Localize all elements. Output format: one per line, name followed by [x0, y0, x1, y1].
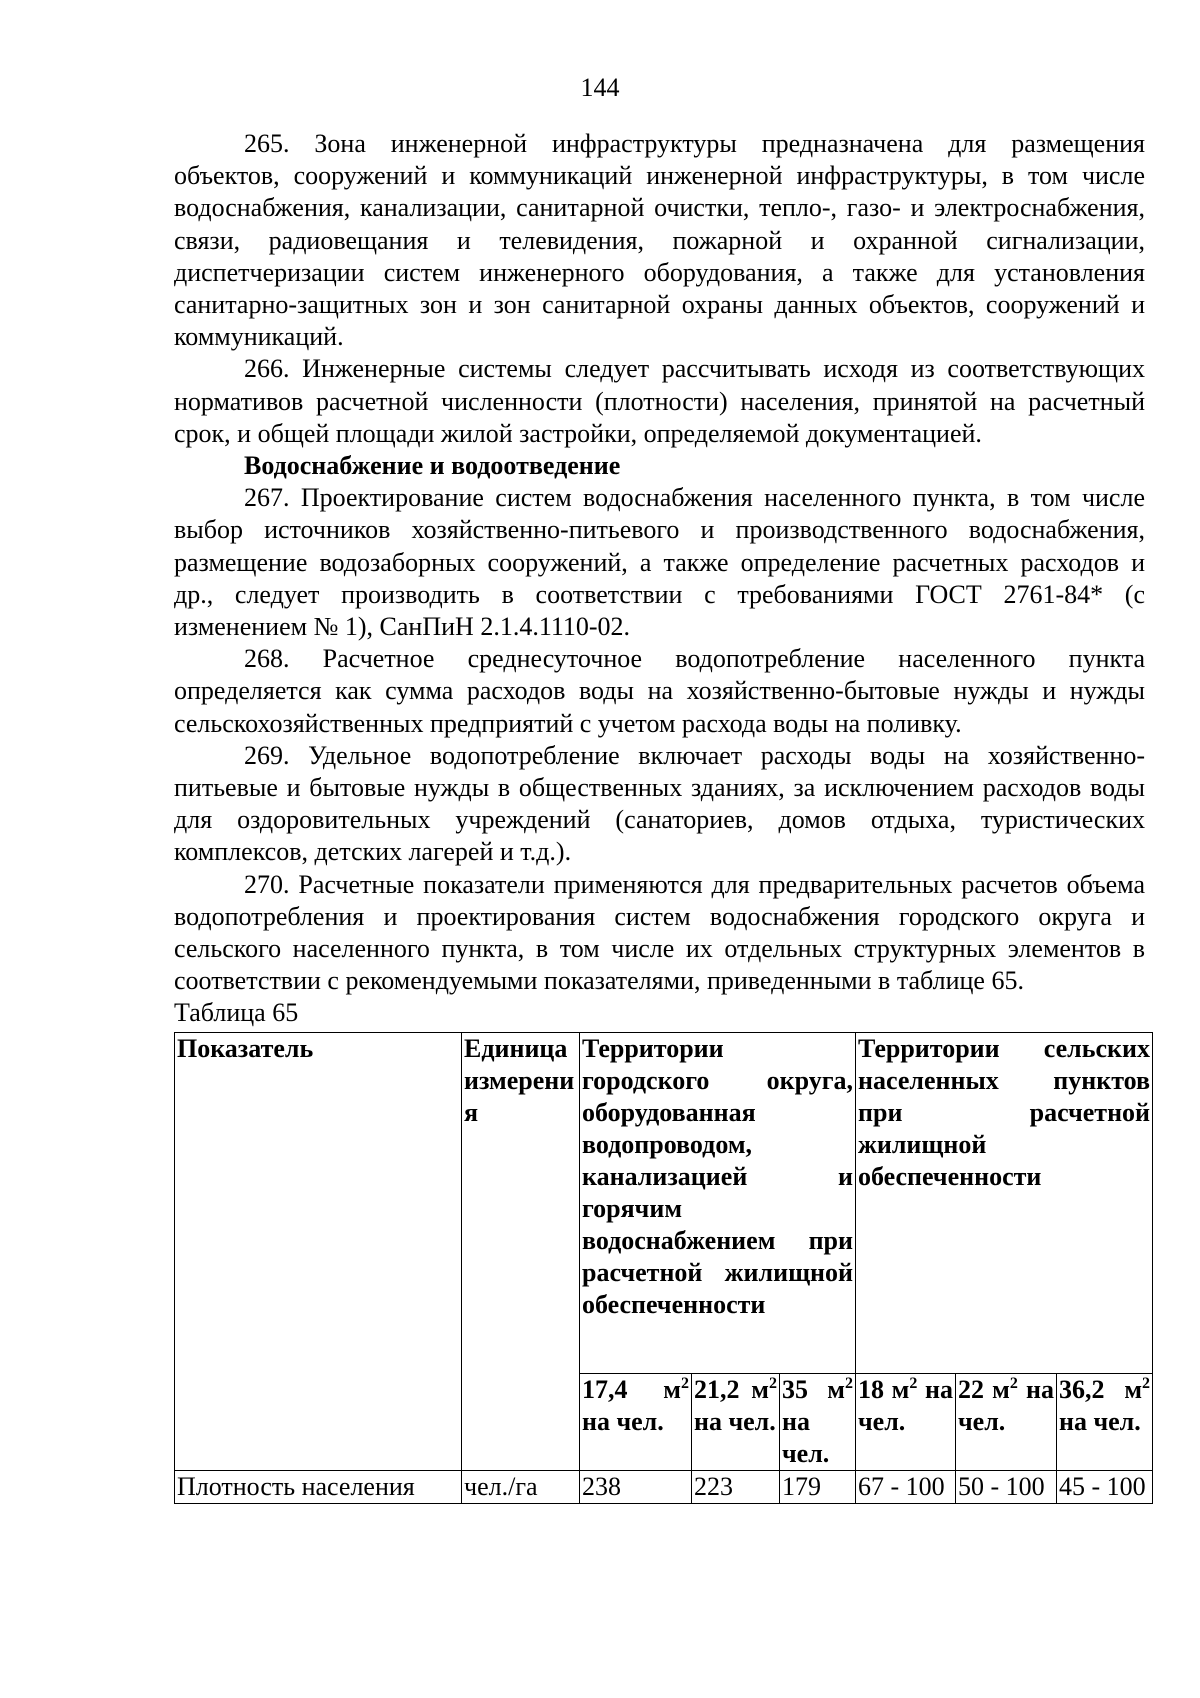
- row-value: 179: [780, 1470, 856, 1503]
- paragraph-270: 270. Расчетные показатели применяются для предварительных расчетов объема водопотребления и проектирования систем водоснабжения городского округа и сельского населенного пункта, в том числе их отдельных структурных элементов в соответствии с рекомендуемыми показателями, приведенными в таблице 65.: [174, 869, 1145, 996]
- header-unit: Единица измерения: [462, 1032, 580, 1470]
- table-row: [175, 1470, 1153, 1503]
- subheader-cell: 36,2 $м^2$ на чел.: [1057, 1373, 1153, 1470]
- subheader-cell: 21,2 $м^2$ на чел.: [692, 1373, 780, 1470]
- header-indicator: Показатель: [175, 1032, 462, 1470]
- header-urban: Территории городского округа, оборудованная водопроводом, канализацией и горячим водоснабжением при расчетной жилищной обеспеченности: [580, 1032, 856, 1373]
- row-value: 223: [692, 1470, 780, 1503]
- section-heading: Водоснабжение и водоотведение: [244, 451, 621, 481]
- subheader-cell: 17,4 $м^2$ на чел.: [580, 1373, 692, 1470]
- paragraph-266: 266. Инженерные системы следует рассчитывать исходя из соответствующих нормативов расчетной численности (плотности) населения, принятой на расчетный срок, и общей площади жилой застройки, определяемой документацией.: [174, 354, 1145, 448]
- paragraph-268: 268. Расчетное среднесуточное водопотребление населенного пункта определяется как сумма расходов воды на хозяйственно-бытовые нужды и нужды сельскохозяйственных предприятий с учетом расхода воды на поливку.: [174, 644, 1145, 738]
- row-unit: чел./га: [462, 1470, 580, 1503]
- row-value: 45 - 100: [1057, 1470, 1153, 1503]
- table-caption: Таблица 65: [174, 998, 299, 1028]
- table-65: [174, 1032, 1153, 1504]
- document-body: [174, 128, 1151, 1504]
- paragraph-267: 267. Проектирование систем водоснабжения населенного пункта, в том числе выбор источников хозяйственно-питьевого и производственного водоснабжения, размещение водозаборных сооружений, а также определение расчетных расходов и др., следует производить в соответствии с требованиями ГОСТ 2761-84* (с изменением № 1), СанПиН 2.1.4.1110-02.: [174, 483, 1145, 642]
- header-rural: Территории сельских населенных пунктов при расчетной жилищной обеспеченности: [856, 1032, 1153, 1373]
- subheader-cell: 18 $м^2$ на чел.: [856, 1373, 956, 1470]
- subheader-cell: 35 $м^2$ на чел.: [780, 1373, 856, 1470]
- page-number: 144: [580, 73, 620, 102]
- row-indicator: Плотность населения: [175, 1470, 462, 1503]
- table-header-row: [175, 1032, 1153, 1373]
- subheader-cell: 22 $м^2$ на чел.: [956, 1373, 1057, 1470]
- row-value: 50 - 100: [956, 1470, 1057, 1503]
- paragraph-269: 269. Удельное водопотребление включает расходы воды на хозяйственно-питьевые и бытовые нужды в общественных зданиях, за исключением расходов воды для оздоровительных учреждений (санаториев, домов отдыха, туристических комплексов, детских лагерей и т.д.).: [174, 740, 1145, 867]
- row-value: 238: [580, 1470, 692, 1503]
- paragraph-265: 265. Зона инженерной инфраструктуры предназначена для размещения объектов, сооружений и коммуникаций инженерной инфраструктуры, в том числе водоснабжения, канализации, санитарной очистки, тепло-, газо- и электроснабжения, связи, радиовещания и телевидения, пожарной и охранной сигнализации, диспетчеризации систем инженерного оборудования, а также для установления санитарно-защитных зон и зон санитарной охраны данных объектов, сооружений и коммуникаций.: [174, 129, 1145, 352]
- row-value: 67 - 100: [856, 1470, 956, 1503]
